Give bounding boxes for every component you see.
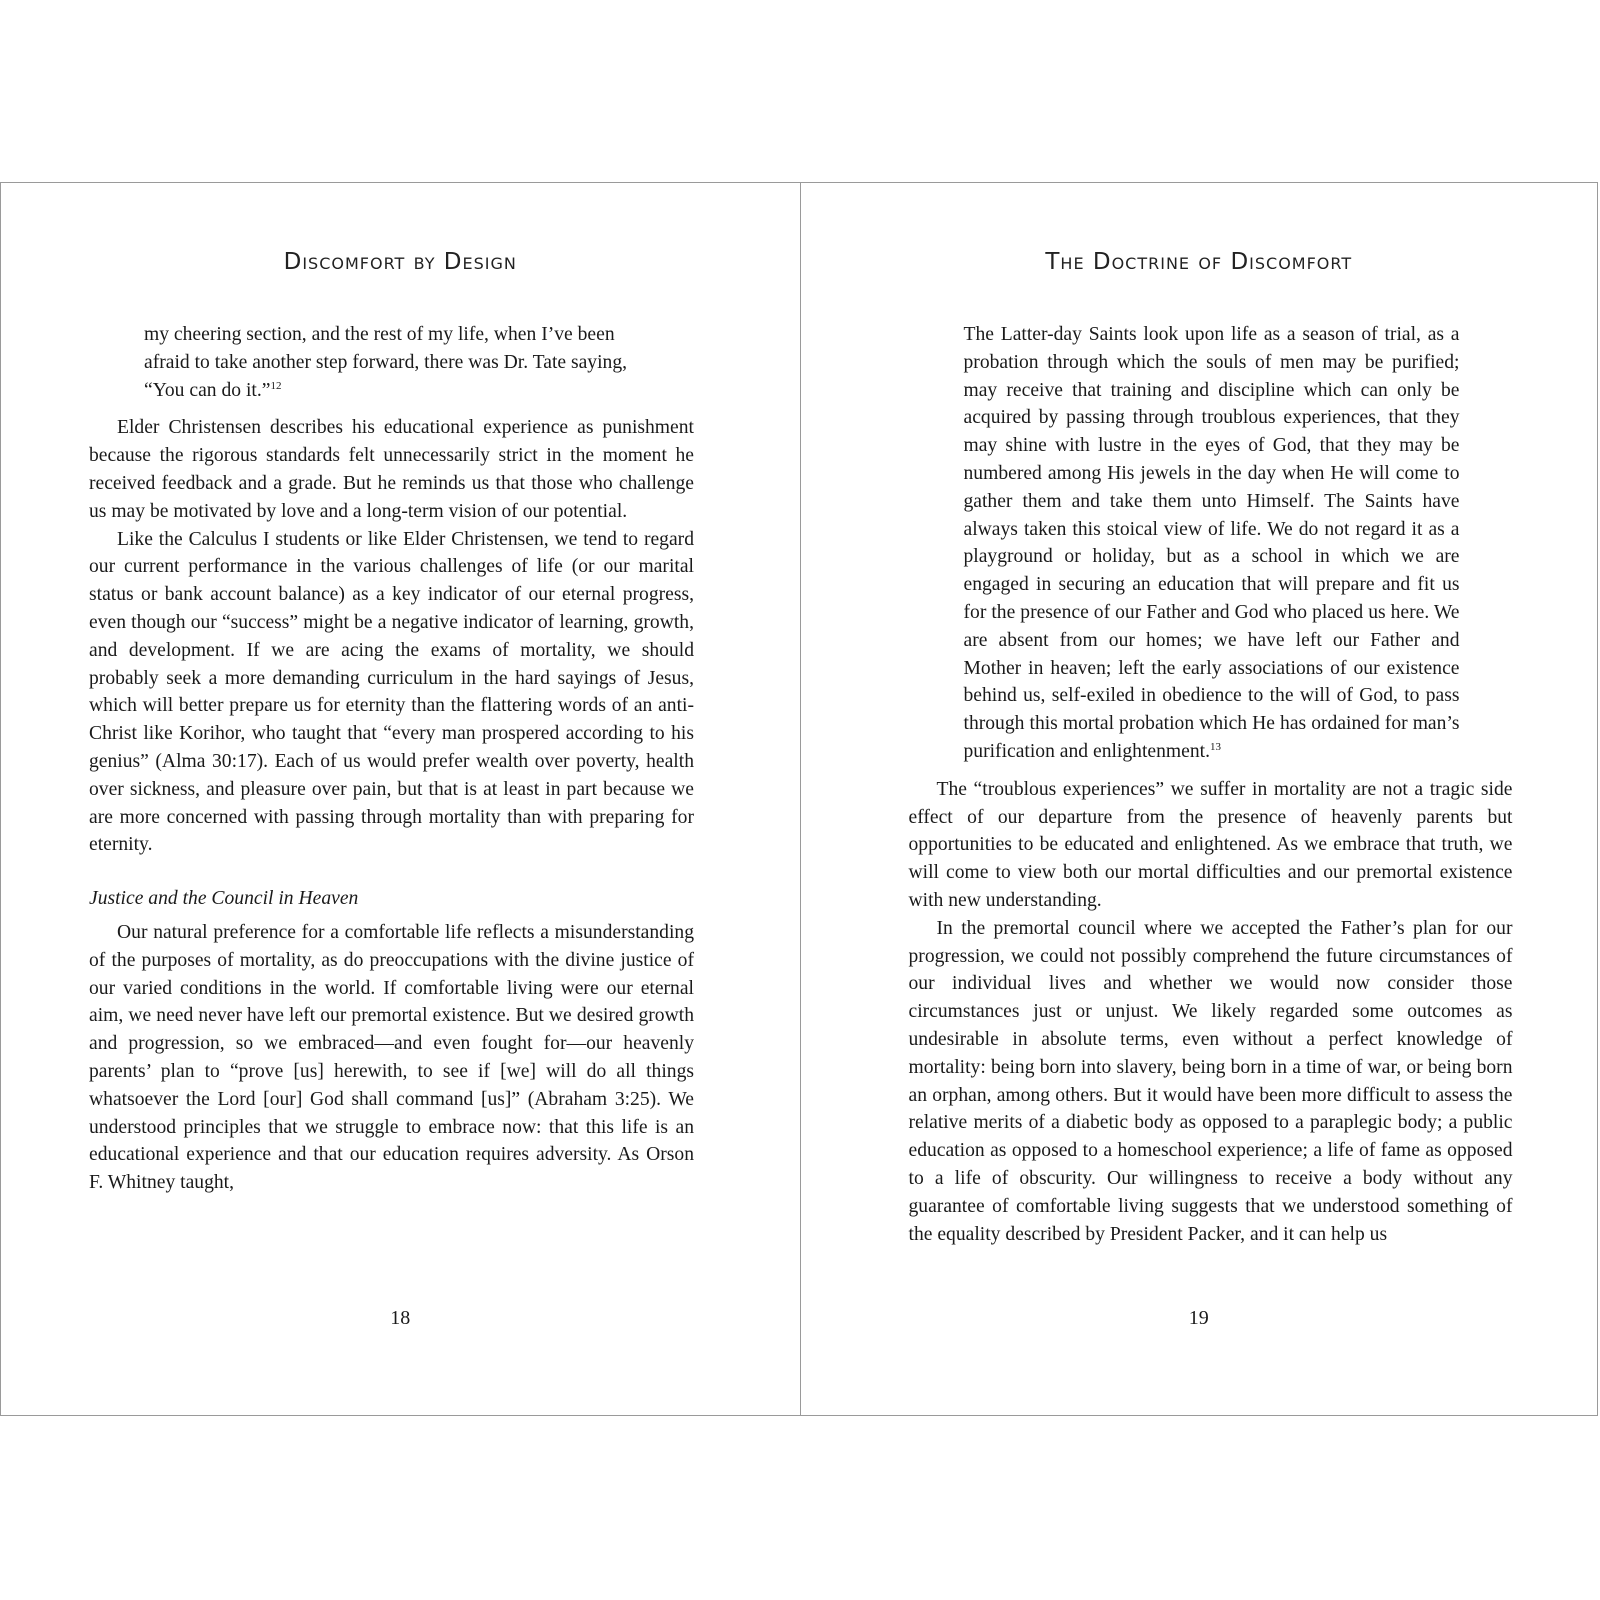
left-page — [1, 183, 801, 1415]
paragraph: In the premortal council where we accepted the Father’s plan for our progression, we could not possibly comprehend the future circumstances of our individual lives and whether we would now consider those circumstances just or unjust. We likely regarded some outcomes as undesirable in absolute terms, even without a perfect knowledge of mortality: being born into slavery, being born in a time of war, or being born an orphan, among others. But it would have been more difficult to assess the relative merits of a diabetic body as opposed to a paraplegic body; a public education as opposed to a homeschool experience; a life of fame as opposed to a life of obscurity. Our willingness to receive a body without any guarantee of comfortable living suggests that we understood something of the equality described by President Packer, and it can help us — [908, 917, 1513, 1245]
paragraph: Elder Christensen describes his educational experience as punishment because the rigorous standards felt unnecessarily strict in the moment he received feedback and a grade. But he reminds us that those who challenge us may be motivated by love and a long-term vision of our potential. — [89, 417, 694, 522]
block-quote-text: The Latter-day Saints look upon life as a season of trial, as a probation through which the souls of men may be purified; may receive that training and discipline which can only be acquired by passing through troublous experiences, that they may shine with lustre in the eyes of God, that they may be numbered among His jewels in the day when He will come to gather them and take them unto Himself. The Saints have always taken this stoical view of life. We do not regard it as a playground or holiday, but as a school in which we are engaged in securing an education that will prepare and fit us for the presence of our Father and God who placed us here. We are absent from our homes; we have left our Father and Mother in heaven; left the early associations of our existence behind us, self-exiled in obedience to the will of God, to pass through this mortal probation which He has ordained for man’s purification and enlightenment. — [963, 324, 1460, 762]
section-subheading: Justice and the Council in Heaven — [89, 888, 359, 910]
block-quote-text: my cheering section, and the rest of my life, when I’ve been afraid to take another step forward, there was Dr. Tate saying, “You can do it.” — [144, 324, 628, 401]
page-number-left: 18 — [390, 1307, 411, 1329]
book-spread — [0, 182, 1598, 1416]
paragraph: Our natural preference for a comfortable life reflects a misunderstanding of the purposes of mortality, as do preoccupations with the divine justice of our varied conditions in the world. If comfortable living were our eternal aim, we need never have left our premortal existence. But we desired growth and progression, so we embraced—and even fought for—our heavenly parents’ plan to “prove [us] herewith, to see if [we] will do all things whatsoever the Lord [our] God shall command [us]” (Abraham 3:25). We understood principles that we struggle to embrace now: that this life is an educational experience and that our education requires adversity. As Orson F. Whitney taught, — [89, 921, 694, 1194]
block-quote-right — [909, 321, 1513, 766]
paragraph: The “troublous experiences” we suffer in mortality are not a tragic side effect of our departure from the presence of heavenly parents but opportunities to be educated and enlightened. As we embrace that truth, we will come to view both our mortal difficulties and our premortal existence with new understanding. — [908, 778, 1513, 911]
running-head-right: The Doctrine of Discomfort — [1045, 249, 1353, 275]
running-head-left: Discomfort by Design — [283, 249, 517, 275]
footnote-ref-13: 13 — [1209, 740, 1221, 753]
block-quote-left — [89, 321, 694, 404]
right-page — [801, 183, 1598, 1415]
left-body-text — [89, 321, 694, 1197]
page-number-right: 19 — [1188, 1307, 1209, 1329]
right-body-text — [909, 321, 1513, 1248]
paragraph: Like the Calculus I students or like Elder Christensen, we tend to regard our current performance in the various challenges of life (or our marital status or bank account balance) as a key indicator of our eternal progress, even though our “success” might be a negative indicator of learning, growth, and development. If we are acing the exams of mortality, we should probably seek a more demanding curriculum in the hard sayings of Jesus, which will better prepare us for eternity than the flattering words of an anti-Christ like Korihor, who taught that “every man prospered according to his genius” (Alma 30:17). Each of us would prefer wealth over poverty, health over sickness, and pleasure over pain, but that is at least in part because we are more concerned with passing through mortality than with preparing for eternity. — [89, 528, 694, 856]
footnote-ref-12: 12 — [270, 379, 282, 392]
